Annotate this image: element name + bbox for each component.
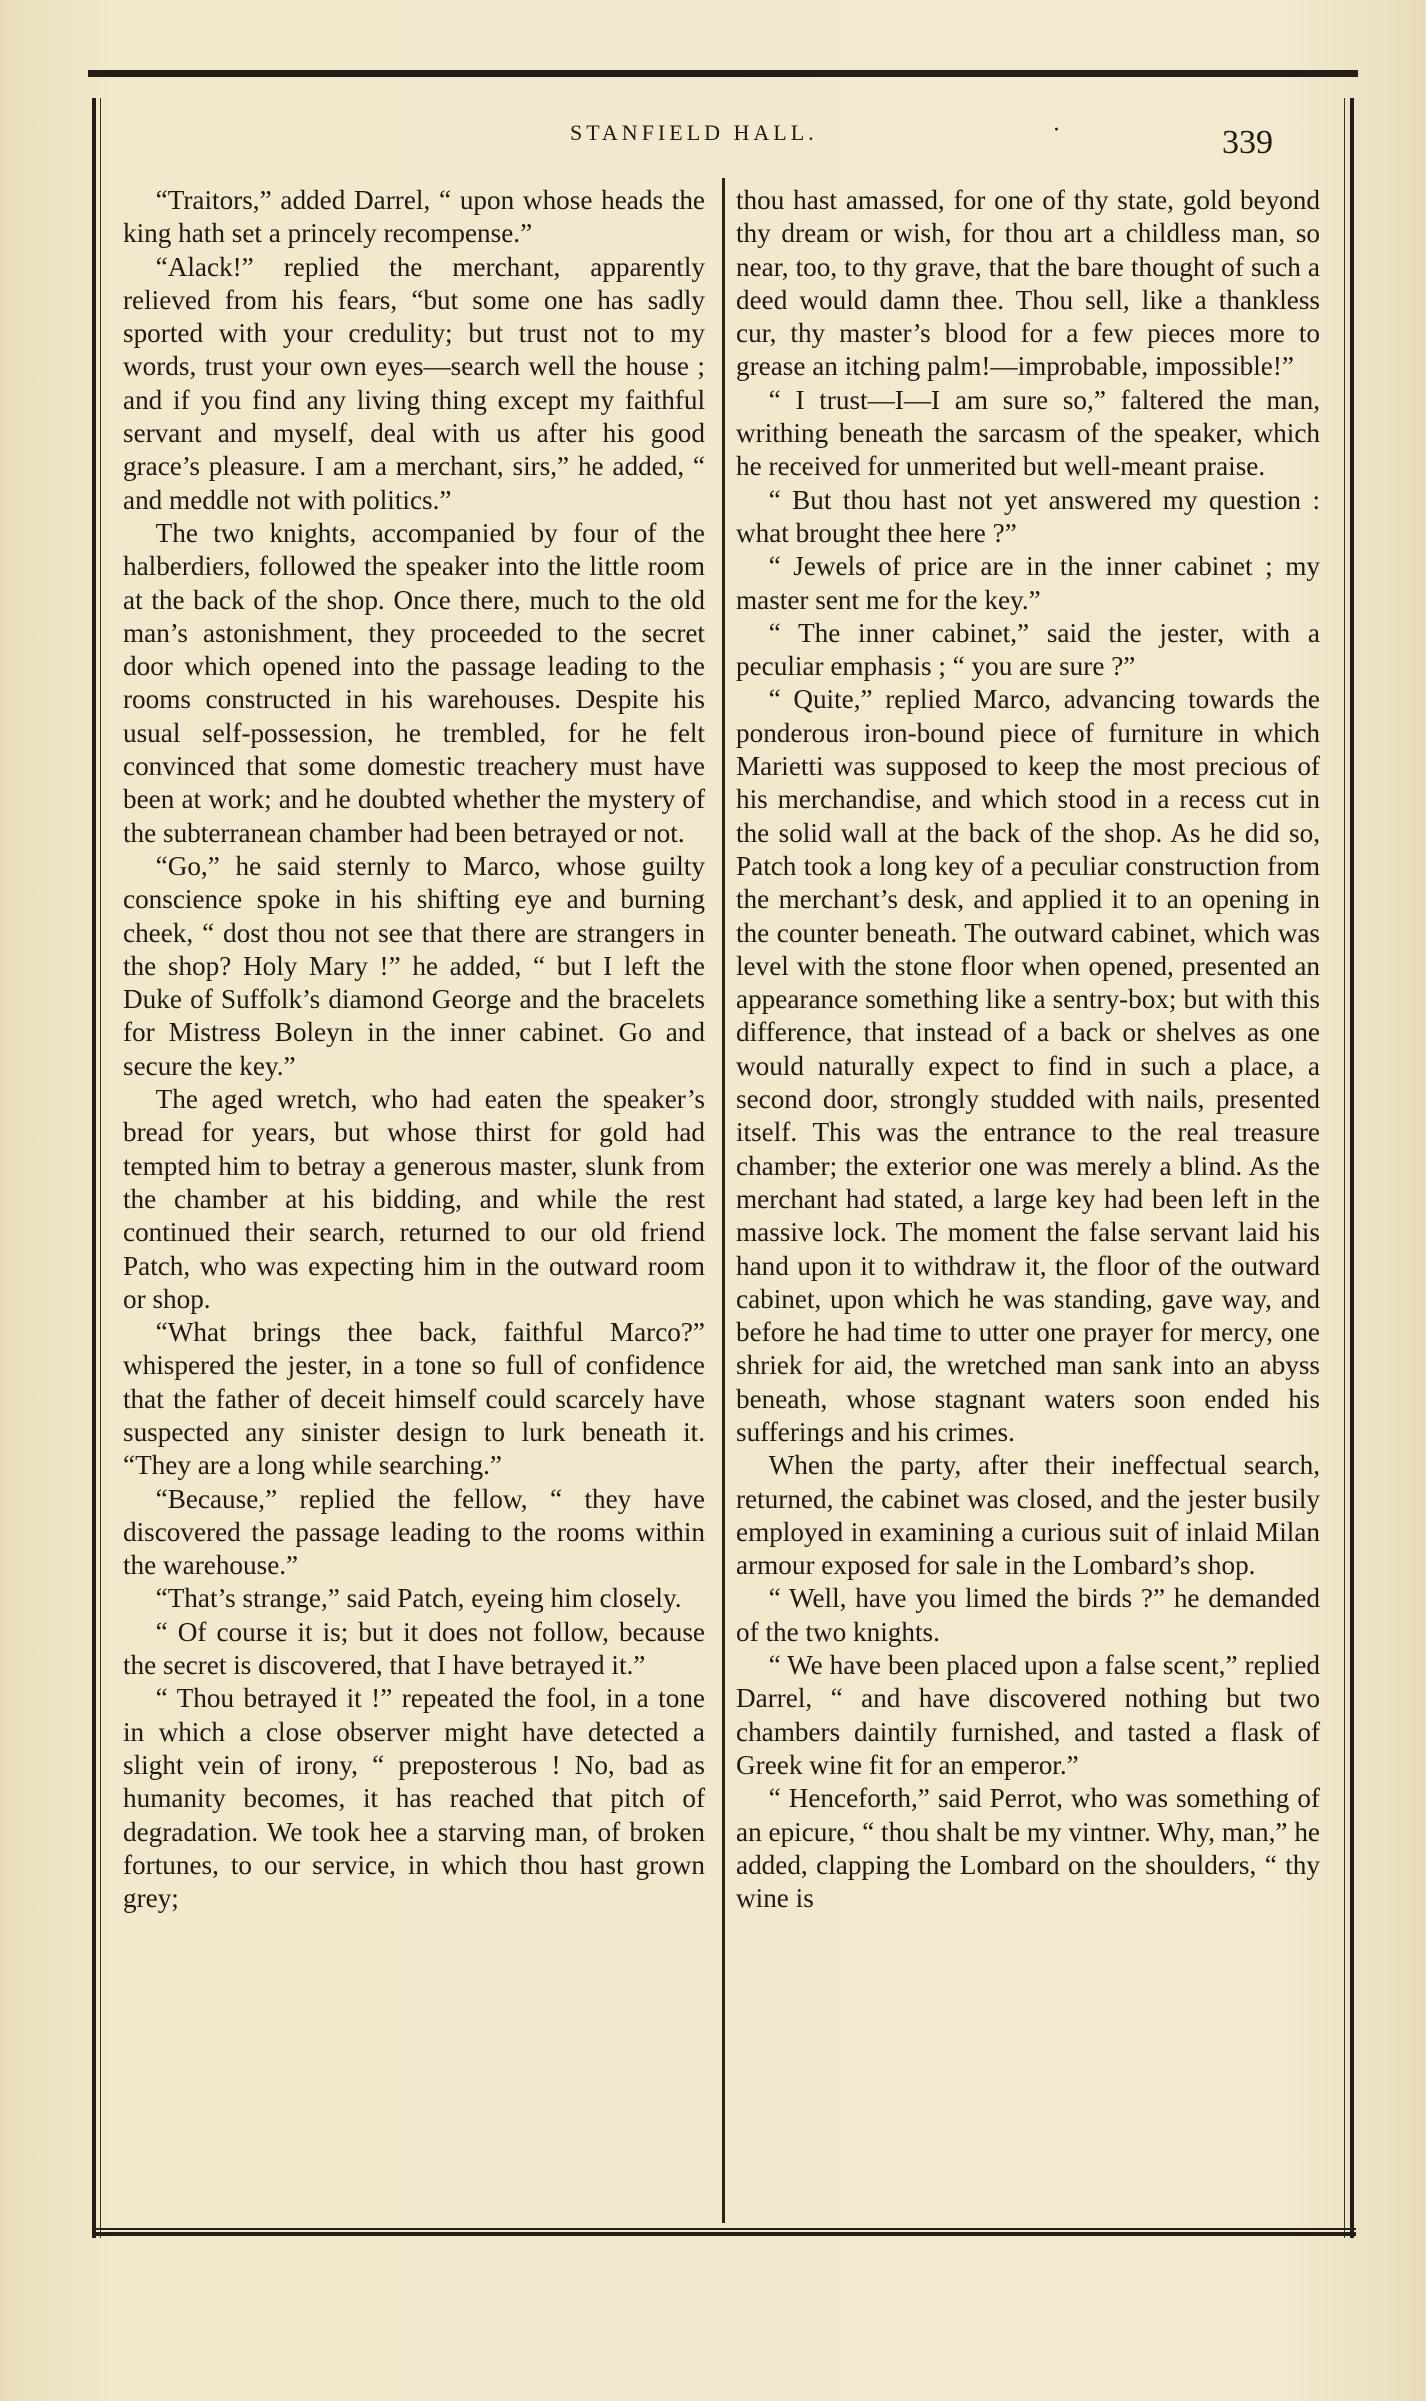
paragraph: “ Well, have you limed the birds ?” he demanded of the two knights. <box>736 1583 1320 1647</box>
right-inner-rule <box>1344 98 1345 2238</box>
paragraph: “ Thou betrayed it !” repeated the fool, in a tone in which a close observer might have detected a slight vein of irony, “ preposterous ! No, bad as humanity becomes, it has reached that pitch of degradation. We took hee a starving man, of broken fortunes, to our service, in which thou hast grown grey; <box>123 1683 705 1914</box>
paragraph: The two knights, accompanied by four of the halberdiers, followed the speaker into the little room at the back of the shop. Once there, much to the old man’s astonishment, they proceeded to the secret door which opened into the passage leading to the rooms constructed in his warehouses. Despite his usual self-possession, he trembled, for he felt convinced that some domestic treachery must have been at work; and he doubted whether the mystery of the subterranean chamber had been betrayed or not. <box>123 517 705 848</box>
bottom-border-rule <box>92 2228 1356 2236</box>
running-title: STANFIELD HALL. <box>570 120 818 145</box>
header-dot: · <box>1053 118 1060 143</box>
top-border-rule <box>88 70 1358 77</box>
paragraph: “Go,” he said sternly to Marco, whose guilty conscience spoke in his shifting eye and burning cheek, “ dost thou not see that there are strangers in the shop? Holy Mary !” he added, “ but I left the Duke of Suffolk’s diamond George and the bracelets for Mistress Boleyn in the inner cabinet. Go and secure the key.” <box>123 850 705 1081</box>
paragraph: “That’s strange,” said Patch, eyeing him closely. <box>155 1583 682 1614</box>
right-border-rule <box>1350 98 1354 2238</box>
column-divider <box>722 178 725 2223</box>
paragraph: “ Quite,” replied Marco, advancing towards the ponderous iron-bound piece of furniture in which Marietti was supposed to keep the most precious of his merchandise, and which stood in a recess cut in the solid wall at the back of the shop. As he did so, Patch took a long key of a peculiar construction from the merchant’s desk, and applied it to an opening in the counter beneath. The outward cabinet, which was level with the stone floor when opened, presented an appearance something like a sentry-box; but with this difference, that instead of a back or shelves as one would naturally expect to find in such a place, a second door, strongly studded with nails, presented itself. This was the entrance to the real treasure chamber; the exterior one was merely a blind. As the merchant had stated, a large key had been left in the massive lock. The moment the false servant laid his hand upon it to withdraw it, the floor of the outward cabinet, upon which he was standing, gave way, and before he had time to utter one prayer for mercy, one shriek for aid, the wretched man sank into an abyss beneath, whose stagnant waters soon ended his sufferings and his crimes. <box>736 684 1320 1447</box>
paragraph: “ Of course it is; but it does not follow, because the secret is discovered, that I have betrayed it.” <box>123 1616 705 1681</box>
paragraph: “Alack!” replied the merchant, apparently relieved from his fears, “but some one has sadly sported with your credulity; but trust not to my words, trust your own eyes—search well the house ; and if you find any living thing except my faithful servant and myself, deal with us after his good grace’s pleasure. I am a merchant, sirs,” he added, “ and meddle not with politics.” <box>123 251 705 515</box>
paragraph: The aged wretch, who had eaten the speaker’s bread for years, but whose thirst for gold had tempted him to betray a generous master, slunk from the chamber at his bidding, and while the rest continued their search, returned to our old friend Patch, who was expecting him in the outward room or shop. <box>123 1084 705 1314</box>
paragraph-continued: thou hast amassed, for one of thy state, gold beyond thy dream or wish, for thou art a childless man, so near, too, to thy grave, that the bare thought of such a deed would damn thee. Thou sell, like a thankless cur, thy master’s blood for a few pieces more to grease an itching palm!—improbable, impossible!” <box>736 185 1320 382</box>
paragraph: “What brings thee back, faithful Marco?” whispered the jester, in a tone so full of confidence that the father of deceit himself could scarcely have suspected any sinister design to lurk beneath it. “They are a long while searching.” <box>123 1317 705 1481</box>
paragraph: “ The inner cabinet,” said the jester, with a peculiar emphasis ; “ you are sure ?” <box>736 617 1320 682</box>
paragraph: When the party, after their ineffectual search, returned, the cabinet was closed, and the jester busily employed in examining a curious suit of inlaid Milan armour exposed for sale in the Lombard’s shop. <box>736 1450 1320 1581</box>
paragraph: “ But thou hast not yet answered my question : what brought thee here ?” <box>736 484 1320 548</box>
right-column <box>736 184 1320 1915</box>
paragraph: “Because,” replied the fellow, “ they have discovered the passage leading to the rooms within the warehouse.” <box>123 1483 705 1581</box>
paragraph: “ Henceforth,” said Perrot, who was something of an epicure, “ thou shalt be my vintner. Why, man,” he added, clapping the Lombard on the shoulders, “ thy wine is <box>736 1783 1320 1914</box>
page-number: 339 <box>1222 124 1273 161</box>
left-inner-rule <box>100 98 101 2238</box>
paragraph: “ Jewels of price are in the inner cabinet ; my master sent me for the key.” <box>736 551 1320 615</box>
left-column <box>123 184 705 1915</box>
paragraph: “ We have been placed upon a false scent,” replied Darrel, “ and have discovered nothing but two chambers daintily furnished, and tasted a flask of Greek wine fit for an emperor.” <box>736 1650 1320 1780</box>
left-border-rule <box>92 98 96 2238</box>
paragraph: “ I trust—I—I am sure so,” faltered the man, writhing beneath the sarcasm of the speaker, which he received for unmerited but well-meant praise. <box>736 384 1320 482</box>
paragraph: “Traitors,” added Darrel, “ upon whose heads the king hath set a princely recompense.” <box>123 185 705 249</box>
